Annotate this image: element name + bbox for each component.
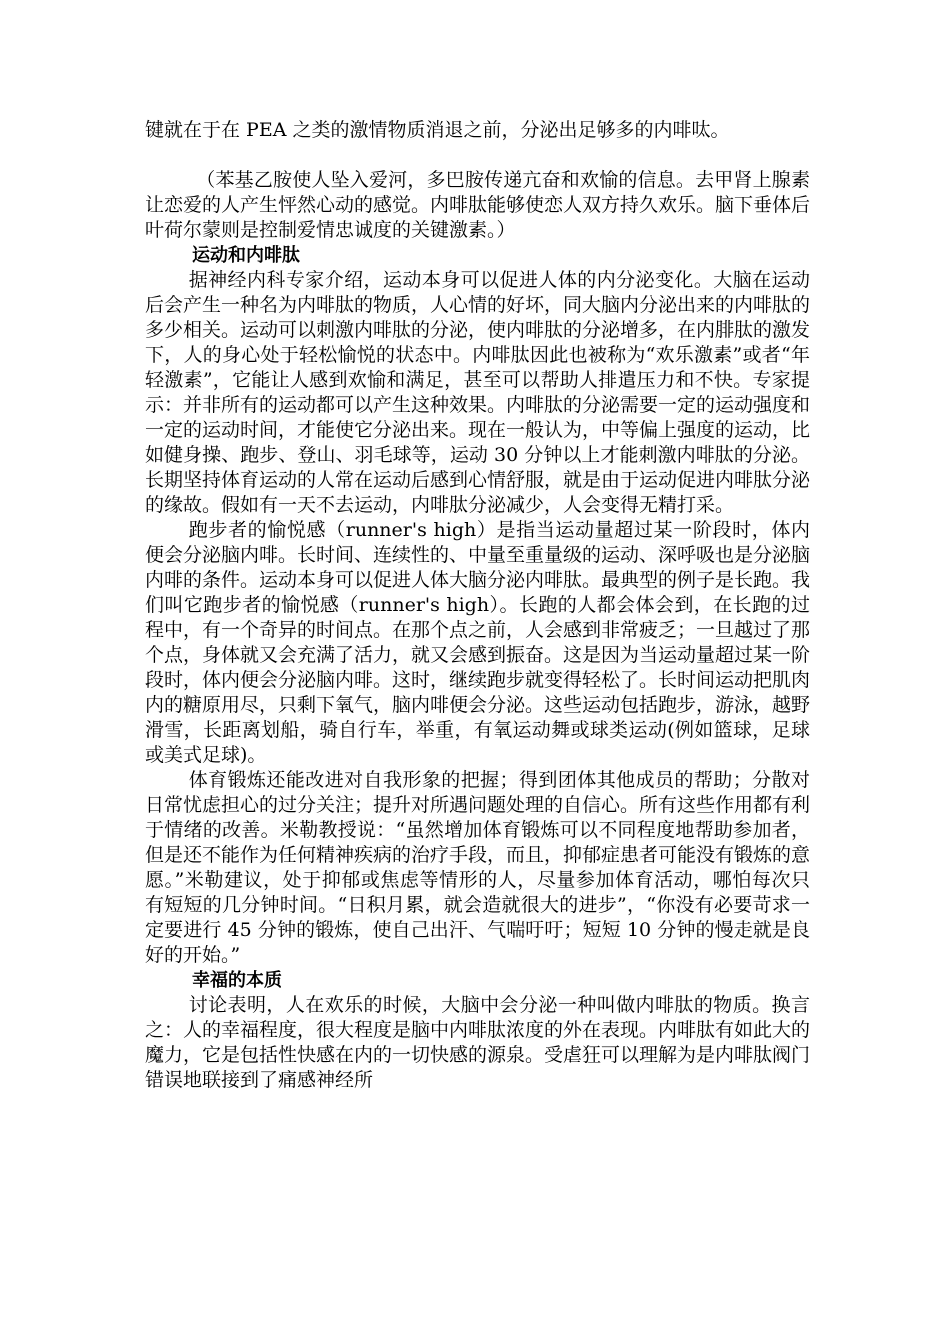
paragraph-note: （苯基乙胺使人坠入爱河，多巴胺传递亢奋和欢愉的信息。去甲肾上腺素让恋爱的人产生怦然心动的感觉。内啡肽能够使恋人双方持久欢乐。脑下垂体后叶荷尔蒙则是控制爱情忠诚度的关键激素。） xyxy=(145,169,811,241)
blank-line xyxy=(145,143,810,168)
section-heading-happiness: 幸福的本质 xyxy=(192,970,282,991)
paragraph-exercise-2: 跑步者的愉悦感（runner's high）是指当运动量超过某一阶段时，体内便会分泌脑内啡。长时间、连续性的、中量至重量级的运动、深呼吸也是分泌脑内啡的条件。运动本身可以促进人体大脑分泌内啡肽。最典型的例子是长跑。我们叫它跑步者的愉悦感（runner's high）。长跑的人都会体会到，在长跑的过程中，有一个奇异的时间点。在那个点之前，人会感到非常疲乏；一旦越过了那个点，身体就又会充满了活力，就又会感到振奋。这是因为当运动量超过某一阶段时，体内便会分泌脑内啡。这时，继续跑步就变得轻松了。长时间运动把肌肉内的糖原用尽，只剩下氧气，脑内啡便会分泌。这些运动包括跑步，游泳，越野滑雪，长距离划船，骑自行车，举重，有氧运动舞或球类运动(例如篮球，足球或美式足球)。 xyxy=(145,519,811,766)
section-heading-exercise: 运动和内啡肽 xyxy=(192,245,300,266)
paragraph-exercise-1: 据神经内科专家介绍，运动本身可以促进人体的内分泌变化。大脑在运动后会产生一种名为内啡肽的物质，人心情的好坏，同大脑内分泌出来的内啡肽的多少相关。运动可以刺激内啡肽的分泌，使内啡肽的分泌增多，在内腓肽的激发下，人的身心处于轻松愉悦的状态中。内啡肽因此也被称为“欢乐激素”或者“年轻激素”，它能让人感到欢愉和满足，甚至可以帮助人排遣压力和不快。专家提示：并非所有的运动都可以产生这种效果。内啡肽的分泌需要一定的运动强度和一定的运动时间，才能使它分泌出来。现在一般认为，中等偏上强度的运动，比如健身操、跑步、登山、羽毛球等，运动 30 分钟以上才能刺激内啡肽的分泌。长期坚持体育运动的人常在运动后感到心情舒服，就是由于运动促进内啡肽分泌的缘故。假如有一天不去运动，内啡肽分泌减少，人会变得无精打采。 xyxy=(145,269,811,516)
paragraph-happiness-1: 讨论表明，人在欢乐的时候，大脑中会分泌一种叫做内啡肽的物质。换言之：人的幸福程度，很大程度是脑中内啡肽浓度的外在表现。内啡肽有如此大的魔力，它是包括性快感在内的一切快感的源泉。受虐狂可以理解为是内啡肽阀门错误地联接到了痛感神经所 xyxy=(145,994,811,1091)
paragraph-continued: 键就在于在 PEA 之类的激情物质消退之前，分泌出足够多的内啡呔。 xyxy=(145,119,730,141)
document-page xyxy=(145,118,810,1093)
paragraph-exercise-3: 体育锻炼还能改进对自我形象的把握；得到团体其他成员的帮助；分散对日常忧虑担心的过分关注；提升对所遇问题处理的自信心。所有这些作用都有利于情绪的改善。米勒教授说：“虽然增加体育锻炼可以不同程度地帮助参加者，但是还不能作为任何精神疾病的治疗手段，而且，抑郁症患者可能没有锻炼的意愿。”米勒建议，处于抑郁或焦虑等情形的人，尽量参加体育活动，哪怕每次只有短短的几分钟时间。“日积月累，就会造就很大的进步”，“你没有必要苛求一定要进行 45 分钟的锻炼，使自己出汗、气喘吁吁；短短 10 分钟的慢走就是良好的开始。” xyxy=(145,769,811,966)
